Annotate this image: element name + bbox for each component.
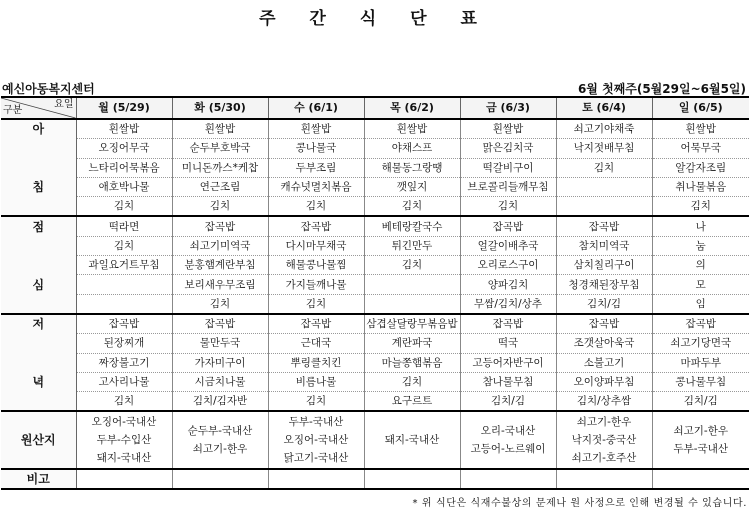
menu-item: 순두부호박국 (172, 139, 268, 158)
menu-item: 과일요거트무침 (76, 256, 172, 275)
menu-item: 보리새우무조림 (172, 275, 268, 294)
menu-item: 모 (652, 275, 749, 294)
menu-item: 김치 (76, 392, 172, 412)
menu-item: 김치 (268, 392, 364, 412)
weekly-menu-table (1, 96, 749, 490)
menu-item: 청경채된장무침 (556, 275, 652, 294)
menu-item: 나 (652, 216, 749, 236)
origin-entry: 순두부-국내산 (187, 425, 253, 438)
menu-item: 근대국 (268, 334, 364, 353)
menu-item: 튀긴만두 (364, 236, 460, 255)
menu-item: 베테랑칼국수 (364, 216, 460, 236)
lunch-label (1, 256, 76, 275)
menu-item: 잡곡밥 (76, 314, 172, 334)
dinner-label: 녁 (1, 372, 76, 391)
menu-item: 흰쌀밥 (172, 119, 268, 139)
menu-item: 김치 (172, 294, 268, 314)
menu-item: 낙지젓배무침 (556, 139, 652, 158)
lunch-row (1, 236, 749, 255)
origin-entry: 고등어-노르웨이 (470, 443, 546, 456)
menu-item: 취나물볶음 (652, 177, 749, 196)
origin-entry: 두부-수입산 (96, 434, 152, 447)
menu-item (364, 275, 460, 294)
dinner-row (1, 353, 749, 372)
remark-row (1, 469, 749, 489)
day-header: 토 (6/4) (556, 97, 652, 119)
remark-cell (556, 469, 652, 489)
breakfast-label: 아 (1, 119, 76, 139)
day-header: 일 (6/5) (652, 97, 749, 119)
menu-item: 맑은김치국 (460, 139, 556, 158)
lunch-row (1, 275, 749, 294)
menu-item: 두부조림 (268, 158, 364, 177)
remark-cell (364, 469, 460, 489)
origin-entry: 돼지-국내산 (96, 452, 152, 465)
menu-item: 흰쌀밥 (364, 119, 460, 139)
menu-item: 계란파국 (364, 334, 460, 353)
breakfast-row (1, 177, 749, 196)
page-title: 주 간 식 단 표 (259, 9, 491, 29)
remark-cell (172, 469, 268, 489)
corner-day-label: 요일 (54, 99, 74, 110)
origin-entry: 오리-국내산 (480, 425, 536, 438)
corner-header (1, 97, 76, 119)
origin-entry: 오징어-국내산 (91, 416, 157, 429)
origin-entry: 쇠고기-한우 (576, 416, 632, 429)
menu-item: 고사리나물 (76, 372, 172, 391)
menu-item: 삼치칠리구이 (556, 256, 652, 275)
menu-item: 의 (652, 256, 749, 275)
organization-name: 예신아동복지센터 (2, 82, 95, 96)
origin-cell (268, 411, 364, 469)
menu-item: 흰쌀밥 (268, 119, 364, 139)
menu-item: 가자미구이 (172, 353, 268, 372)
menu-item: 양파김치 (460, 275, 556, 294)
menu-item: 오징어무국 (76, 139, 172, 158)
header-row (1, 97, 749, 119)
menu-item: 김치 (460, 197, 556, 217)
menu-item: 야채스프 (364, 139, 460, 158)
day-header: 수 (6/1) (268, 97, 364, 119)
menu-item: 오리로스구이 (460, 256, 556, 275)
menu-item: 김치 (364, 256, 460, 275)
dinner-row (1, 334, 749, 353)
breakfast-label: 침 (1, 177, 76, 196)
menu-body (1, 119, 749, 489)
menu-item: 연근조림 (172, 177, 268, 196)
menu-item: 잡곡밥 (172, 216, 268, 236)
menu-item: 떡국 (460, 334, 556, 353)
menu-item: 눔 (652, 236, 749, 255)
menu-item (76, 275, 172, 294)
origin-entry: 쇠고기-호주산 (571, 452, 637, 465)
menu-item: 잡곡밥 (556, 314, 652, 334)
menu-item: 콩나물국 (268, 139, 364, 158)
menu-item: 오이양파무침 (556, 372, 652, 391)
menu-item: 김치/김 (556, 294, 652, 314)
lunch-label (1, 236, 76, 255)
menu-item: 마늘쫑햄볶음 (364, 353, 460, 372)
menu-item: 알감자조림 (652, 158, 749, 177)
menu-item: 조갯살아욱국 (556, 334, 652, 353)
menu-item: 잡곡밥 (268, 216, 364, 236)
menu-item (364, 294, 460, 314)
breakfast-label (1, 158, 76, 177)
menu-item: 잡곡밥 (556, 216, 652, 236)
menu-item: 참나물무침 (460, 372, 556, 391)
menu-item: 흰쌀밥 (460, 119, 556, 139)
menu-item: 삼겹살달랑무볶음밥 (364, 314, 460, 334)
origin-entry: 두부-국내산 (673, 443, 728, 456)
menu-item: 김치 (268, 294, 364, 314)
origin-cell (460, 411, 556, 469)
menu-item: 물만두국 (172, 334, 268, 353)
menu-item (556, 197, 652, 217)
lunch-label: 심 (1, 275, 76, 294)
menu-item: 김치/김 (652, 392, 749, 412)
menu-item: 잡곡밥 (652, 314, 749, 334)
origin-cell (556, 411, 652, 469)
week-range: 6월 첫째주(5월29일~6월5일) (577, 82, 746, 96)
remark-cell (76, 469, 172, 489)
origin-entry: 낙지젓-중국산 (571, 434, 637, 447)
dinner-label: 저 (1, 314, 76, 334)
day-header: 월 (5/29) (76, 97, 172, 119)
origin-entry: 두부-국내산 (288, 416, 344, 429)
origin-entry: 쇠고기-한우 (192, 443, 248, 456)
menu-item: 뿌링클치킨 (268, 353, 364, 372)
origin-entry: 돼지-국내산 (384, 434, 440, 447)
menu-item: 김치 (556, 158, 652, 177)
origin-row (1, 411, 749, 469)
footnote: * 위 식단은 식재수불상의 문제나 원 사정으로 인해 변경될 수 있습니다. (412, 498, 747, 509)
menu-item (556, 177, 652, 196)
menu-item: 브로콜리들깨무침 (460, 177, 556, 196)
menu-item: 흰쌀밥 (76, 119, 172, 139)
menu-item: 잡곡밥 (460, 216, 556, 236)
remark-cell (652, 469, 749, 489)
dinner-label (1, 392, 76, 412)
dinner-row (1, 372, 749, 391)
breakfast-row (1, 139, 749, 158)
menu-item: 잡곡밥 (268, 314, 364, 334)
remark-cell (268, 469, 364, 489)
menu-item: 캐슈넛멸치볶음 (268, 177, 364, 196)
menu-item: 참치미역국 (556, 236, 652, 255)
menu-item: 김치 (268, 197, 364, 217)
breakfast-label (1, 197, 76, 217)
breakfast-label (1, 139, 76, 158)
menu-item: 떡라면 (76, 216, 172, 236)
dinner-label (1, 334, 76, 353)
menu-item: 시금치나물 (172, 372, 268, 391)
menu-item: 된장찌개 (76, 334, 172, 353)
lunch-label: 점 (1, 216, 76, 236)
menu-item: 애호박나물 (76, 177, 172, 196)
menu-item: 분홍햄계란부침 (172, 256, 268, 275)
menu-item: 쇠고기미역국 (172, 236, 268, 255)
menu-item: 떡갈비구이 (460, 158, 556, 177)
menu-item: 비름나물 (268, 372, 364, 391)
menu-item: 김치/김자반 (172, 392, 268, 412)
menu-item: 마파두부 (652, 353, 749, 372)
remark-label: 비고 (1, 469, 76, 489)
menu-item: 해물동그랑땡 (364, 158, 460, 177)
lunch-row (1, 294, 749, 314)
menu-item: 김치 (364, 197, 460, 217)
menu-item: 가지들깨나물 (268, 275, 364, 294)
menu-item: 고등어자반구이 (460, 353, 556, 372)
menu-item: 쇠고기당면국 (652, 334, 749, 353)
origin-entry: 오징어-국내산 (283, 434, 349, 447)
menu-item: 짜장불고기 (76, 353, 172, 372)
menu-item: 김치 (652, 197, 749, 217)
menu-item: 어묵무국 (652, 139, 749, 158)
day-header: 화 (5/30) (172, 97, 268, 119)
menu-item (76, 294, 172, 314)
menu-item: 잡곡밥 (172, 314, 268, 334)
dinner-label (1, 353, 76, 372)
menu-item: 콩나물무침 (652, 372, 749, 391)
day-header: 금 (6/3) (460, 97, 556, 119)
menu-item: 김치 (172, 197, 268, 217)
menu-item: 김치 (76, 236, 172, 255)
origin-cell (172, 411, 268, 469)
menu-item: 미니돈까스*케찹 (172, 158, 268, 177)
menu-item: 쇠고기야채죽 (556, 119, 652, 139)
remark-cell (460, 469, 556, 489)
breakfast-row (1, 197, 749, 217)
dinner-row (1, 392, 749, 412)
origin-label: 원산지 (1, 411, 76, 469)
lunch-label (1, 294, 76, 314)
breakfast-row (1, 158, 749, 177)
menu-item: 느타리어묵볶음 (76, 158, 172, 177)
day-header: 목 (6/2) (364, 97, 460, 119)
origin-cell (364, 411, 460, 469)
origin-cell (652, 411, 749, 469)
breakfast-row (1, 119, 749, 139)
menu-item: 김치/김 (460, 392, 556, 412)
menu-item: 김치/상추쌈 (556, 392, 652, 412)
menu-item: 임 (652, 294, 749, 314)
origin-cell (76, 411, 172, 469)
menu-item: 얼갈이배추국 (460, 236, 556, 255)
menu-item: 김치 (364, 372, 460, 391)
menu-item: 해물콩나물찜 (268, 256, 364, 275)
origin-entry: 닭고기-국내산 (283, 452, 349, 465)
menu-item: 요구르트 (364, 392, 460, 412)
menu-item: 소불고기 (556, 353, 652, 372)
lunch-row (1, 256, 749, 275)
menu-item: 무쌈/김치/상추 (460, 294, 556, 314)
menu-item: 다시마무채국 (268, 236, 364, 255)
menu-item: 김치 (76, 197, 172, 217)
menu-item: 깻잎지 (364, 177, 460, 196)
lunch-row (1, 216, 749, 236)
origin-entry: 쇠고기-한우 (673, 425, 728, 438)
menu-item: 잡곡밥 (460, 314, 556, 334)
dinner-row (1, 314, 749, 334)
corner-category-label: 구분 (3, 105, 23, 116)
menu-item: 흰쌀밥 (652, 119, 749, 139)
